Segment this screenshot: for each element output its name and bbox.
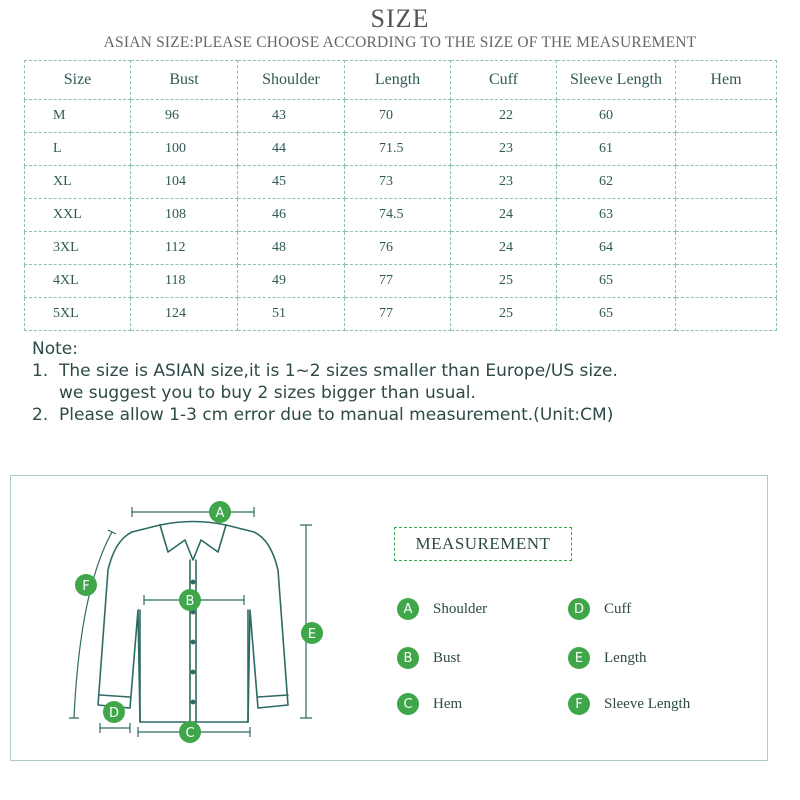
table-row <box>25 100 777 133</box>
notes-heading: Note: <box>32 339 78 359</box>
table-cell: 25 <box>451 298 557 331</box>
table-cell: 5XL <box>25 298 131 331</box>
marker-e: E <box>307 627 317 642</box>
table-cell: 60 <box>557 100 676 133</box>
table-cell <box>676 100 777 133</box>
table-cell: 4XL <box>25 265 131 298</box>
marker-c: C <box>185 726 195 741</box>
table-cell: 46 <box>238 199 345 232</box>
legend-label: Length <box>604 649 647 666</box>
table-cell: 62 <box>557 166 676 199</box>
table-cell: 51 <box>238 298 345 331</box>
column-header: Bust <box>131 61 238 100</box>
table-row <box>25 298 777 331</box>
legend-label: Cuff <box>604 600 632 617</box>
table-cell: 23 <box>451 133 557 166</box>
table-cell: 65 <box>557 298 676 331</box>
table-cell: 96 <box>131 100 238 133</box>
shirt-button <box>191 670 196 675</box>
table-cell: 22 <box>451 100 557 133</box>
table-cell: 48 <box>238 232 345 265</box>
legend-item-hem <box>397 692 462 716</box>
marker-b: B <box>185 594 195 609</box>
sleeve-length-line <box>69 530 116 718</box>
cuff-line <box>100 723 130 733</box>
shirt-diagram <box>60 490 350 750</box>
size-table <box>24 60 777 331</box>
table-cell: M <box>25 100 131 133</box>
column-header: Size <box>25 61 131 100</box>
table-cell: 3XL <box>25 232 131 265</box>
shirt-collar <box>160 522 226 561</box>
table-cell: 24 <box>451 199 557 232</box>
table-cell <box>676 298 777 331</box>
table-row <box>25 199 777 232</box>
table-cell: 124 <box>131 298 238 331</box>
notes-section <box>32 338 772 426</box>
legend-marker: F <box>568 693 590 715</box>
table-cell: 65 <box>557 265 676 298</box>
legend-label: Bust <box>433 649 461 666</box>
table-cell: 77 <box>345 265 451 298</box>
column-header: Cuff <box>451 61 557 100</box>
table-cell: 24 <box>451 232 557 265</box>
note-line: 2. Please allow 1-3 cm error due to manual measurement.(Unit:CM) <box>32 405 614 425</box>
legend-marker: E <box>568 647 590 669</box>
shirt-button <box>191 640 196 645</box>
column-header: Shoulder <box>238 61 345 100</box>
table-cell: 23 <box>451 166 557 199</box>
table-cell: 76 <box>345 232 451 265</box>
shirt-cuff-left <box>100 695 130 697</box>
table-cell <box>676 199 777 232</box>
table-cell <box>676 133 777 166</box>
table-cell: 104 <box>131 166 238 199</box>
shirt-button <box>191 580 196 585</box>
table-header-row <box>25 61 777 100</box>
shirt-cuff-right <box>258 695 288 697</box>
column-header: Length <box>345 61 451 100</box>
table-cell: 118 <box>131 265 238 298</box>
table-cell: 71.5 <box>345 133 451 166</box>
length-line <box>300 525 312 718</box>
legend-label: Hem <box>433 695 463 712</box>
legend-item-bust <box>397 646 461 670</box>
table-cell: 61 <box>557 133 676 166</box>
marker-f: F <box>82 579 90 594</box>
table-cell: 100 <box>131 133 238 166</box>
legend-marker: B <box>397 647 419 669</box>
shirt-yoke <box>140 610 248 722</box>
legend-item-shoulder <box>397 597 487 621</box>
table-cell: 108 <box>131 199 238 232</box>
measurement-title: MEASUREMENT <box>394 527 572 561</box>
note-line: 1. The size is ASIAN size,it is 1~2 sizes smaller than Europe/US size. <box>32 361 618 381</box>
marker-d: D <box>108 706 120 721</box>
table-cell: 45 <box>238 166 345 199</box>
table-cell: 43 <box>238 100 345 133</box>
shirt-body-outline <box>98 525 288 722</box>
legend-marker: D <box>568 598 590 620</box>
table-row <box>25 232 777 265</box>
legend-item-length <box>568 646 647 670</box>
marker-a: A <box>215 506 225 521</box>
table-cell: 44 <box>238 133 345 166</box>
legend-item-cuff <box>568 597 631 621</box>
legend-label: Shoulder <box>433 600 488 617</box>
table-cell: 49 <box>238 265 345 298</box>
note-line: we suggest you to buy 2 sizes bigger than usual. <box>32 383 476 403</box>
table-row <box>25 133 777 166</box>
legend-label: Sleeve Length <box>604 695 691 712</box>
table-cell: 70 <box>345 100 451 133</box>
page-subtitle: ASIAN SIZE:PLEASE CHOOSE ACCORDING TO THE SIZE OF THE MEASUREMENT <box>103 34 697 51</box>
table-cell: XXL <box>25 199 131 232</box>
table-cell: L <box>25 133 131 166</box>
table-cell <box>676 232 777 265</box>
table-cell: 77 <box>345 298 451 331</box>
table-cell: 64 <box>557 232 676 265</box>
table-cell <box>676 166 777 199</box>
legend-marker: A <box>397 598 419 620</box>
legend-marker: C <box>397 693 419 715</box>
page-title: SIZE <box>370 4 430 33</box>
table-cell: 73 <box>345 166 451 199</box>
column-header: Hem <box>676 61 777 100</box>
shirt-button <box>191 700 196 705</box>
shoulder-line <box>132 507 254 517</box>
column-header: Sleeve Length <box>557 61 676 100</box>
table-cell: 63 <box>557 199 676 232</box>
table-cell: XL <box>25 166 131 199</box>
table-row <box>25 265 777 298</box>
table-cell <box>676 265 777 298</box>
table-cell: 74.5 <box>345 199 451 232</box>
table-row <box>25 166 777 199</box>
table-cell: 25 <box>451 265 557 298</box>
table-cell: 112 <box>131 232 238 265</box>
legend-item-sleeve-length <box>568 692 690 716</box>
